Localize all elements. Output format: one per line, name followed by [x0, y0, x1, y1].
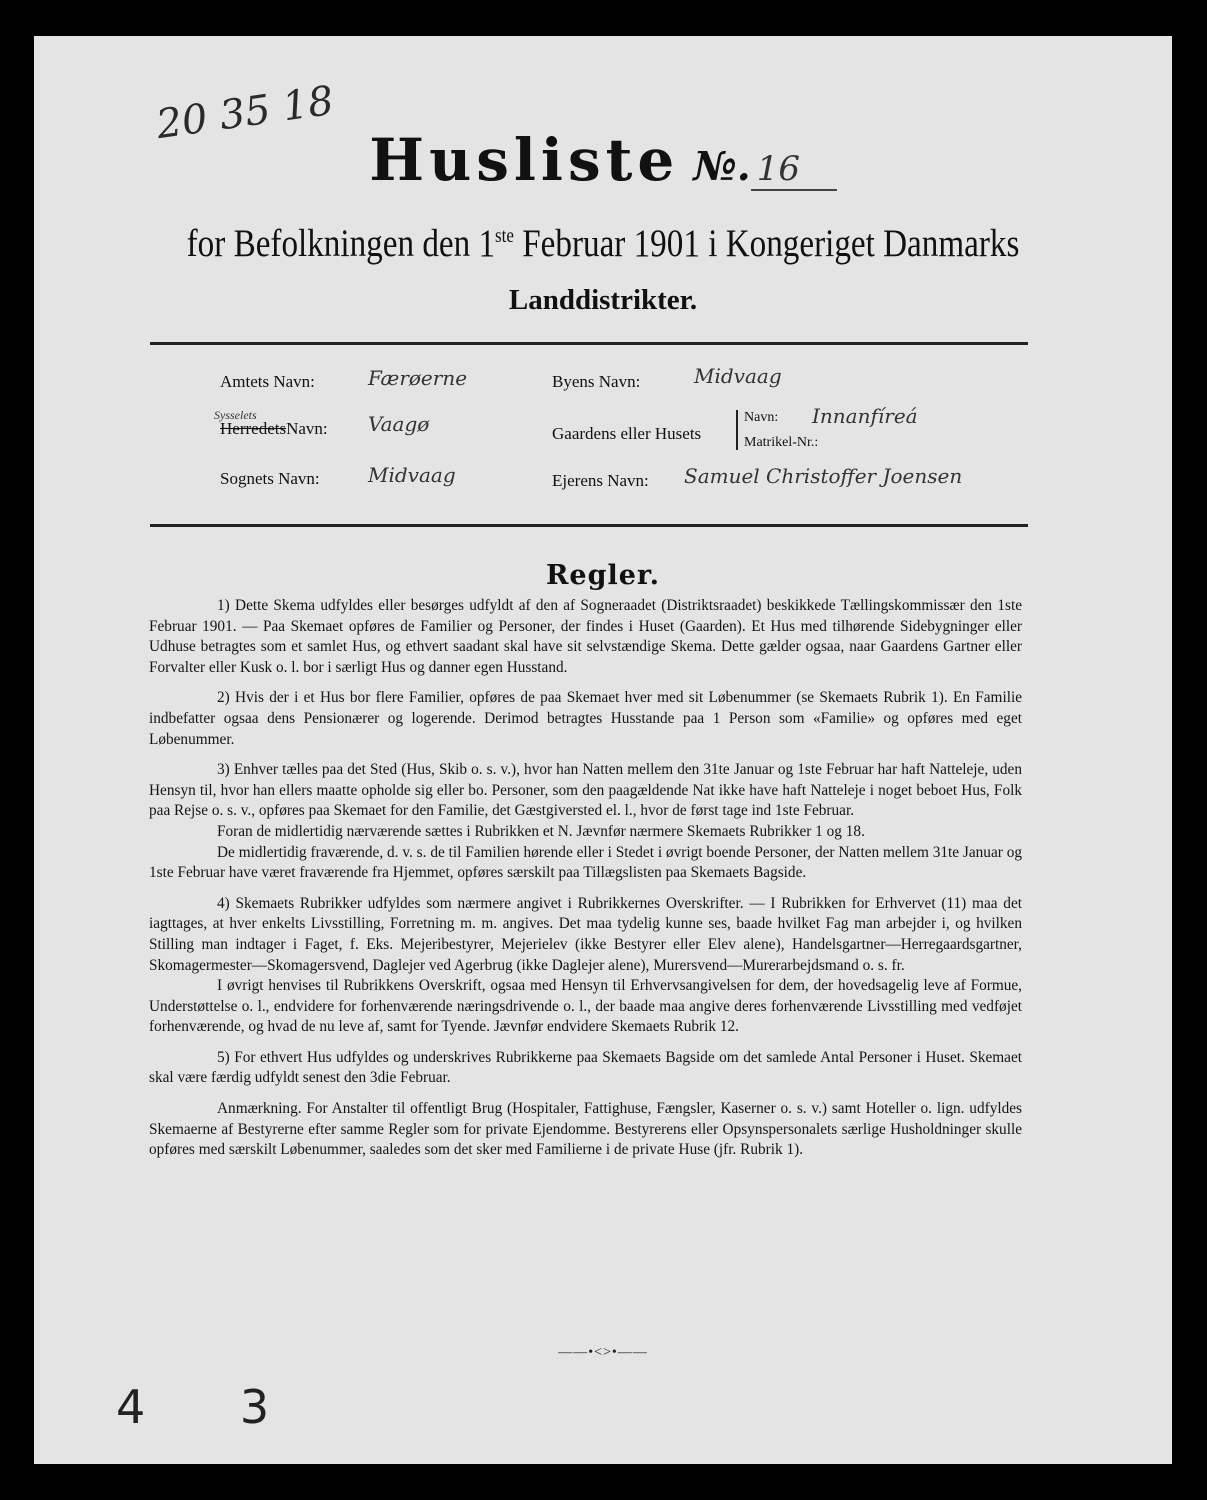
rule-paragraph: I øvrigt henvises til Rubrikkens Overskrift, ogsaa med Hensyn til Erhvervsangivelsen for dem, der hovedsagelig leve af Formue, Understøttelse o. l., endvidere for forhenværende næringsdrivende o. l., der baade maa angive deres forhenværende Livsstilling med vedføjet forhenværende, og hvad de nu leve af, samt for Tyende. Jævnfør endvidere Skemaets Rubrik 12. [149, 977, 1022, 1036]
rule-paragraph: 3) Enhver tælles paa det Sted (Hus, Skib o. s. v.), hvor han Natten mellem den 31te Januar og 1ste Februar har haft Natteleje, uden Hensyn til, hvor han ellers maatte opholde sig eller bo. Personer, som den paagældende Nat ikke have haft Natteleje i noget beboet Hus, Folk paa Rejse o. s. v., opføres paa Skemaet for den Familie, det Gæstgiversted el. l., hvor de først tage ind 1ste Februar. [149, 761, 1022, 820]
amt-label: Amtets Navn: [220, 372, 315, 391]
title-main: Husliste [369, 126, 680, 194]
census-form-sheet [34, 36, 1172, 1464]
ejer-value: Samuel Christoffer Joensen [684, 464, 963, 488]
rule-paragraph: 1) Dette Skema udfyldes eller besørges udfyldt af den af Sogneraadet (Distriktsraadet) beskikkede Tællingskommissær den 1ste Februar 1901. — Paa Skemaet opføres de Familier og Personer, der findes i Huset (Gaarden). Et Hus med tilhørende Sidebygninger eller Udhuse betragtes som et samlet Hus, og ethvert saadant skal have sit selvstændige Skema. Dette gælder ogsaa, naar Gaardens Gartner eller Forvalter eller Kusk o. l. bor i særligt Hus og danner egen Husstand. [149, 597, 1022, 676]
rule-paragraph: De midlertidig fraværende, d. v. s. de til Familien hørende eller i Stedet i øvrigt boende Personer, der Natten mellem 31te Januar og 1ste Februar have været fraværende fra Hjemmet, opføres særskilt paa Tillægslisten paa Skemaets Bagside. [149, 843, 1022, 882]
top-divider [150, 342, 1028, 345]
gaard-navn-label: Navn: [744, 410, 779, 425]
handwritten-archive-numbers: 20 35 18 [153, 77, 337, 149]
byens-label: Byens Navn: [552, 372, 641, 391]
gaard-matrikel-label: Matrikel-Nr.: [744, 435, 819, 450]
rule-paragraph: 5) For ethvert Hus udfyldes og underskrives Rubrikkerne paa Skemaets Bagside om det samlede Antal Personer i Huset. Skemaet skal være færdig udfyldt senest den 3die Februar. [149, 1048, 1022, 1087]
herred-small-correction: Sysselets [214, 408, 257, 422]
herred-value: Vaagø [368, 412, 430, 436]
number-value: 16 [751, 149, 837, 191]
form-title [34, 126, 1172, 194]
sogn-label: Sognets Navn: [220, 469, 320, 488]
ornament-divider: ——•<>•—— [558, 1345, 648, 1360]
herred-label [220, 419, 328, 439]
rules-heading: Regler. [545, 560, 661, 591]
form-subtitle [119, 221, 1086, 266]
subtitle-after: Februar 1901 i Kongeriget Danmarks [513, 222, 1020, 265]
handwritten-corner-marks: 4 3 [116, 1380, 310, 1434]
amt-value: Færøerne [368, 366, 468, 390]
gaard-label: Gaardens eller Husets [552, 424, 702, 443]
ejer-label: Ejerens Navn: [552, 471, 649, 490]
rule-paragraph: 2) Hvis der i et Hus bor flere Familier, opføres de paa Skemaet hver med sit Løbenummer (se Skemaets Rubrik 1). En Familie indbefatter ogsaa dens Pensionærer og logerende. Derimod betragtes Husstande paa 1 Person som «Familie» og opføres med eget Løbenummer. [149, 689, 1022, 748]
bottom-divider [150, 524, 1028, 527]
district-heading: Landdistrikter. [508, 284, 698, 316]
subtitle-sup: ste [495, 225, 514, 247]
rules-body [149, 596, 1022, 1171]
rule-annotation: Anmærkning. For Anstalter til offentligt Brug (Hospitaler, Fattighuse, Fængsler, Kaserner o. s. v.) samt Hoteller o. lign. udfyldes Skemaerne af Bestyrerne efter samme Regler som for private Ejendomme. Bestyrerens eller Opsynspersonalets særlige Husholdninger skulle opføres med særskilt Løbenummer, saaledes som det sker med Familierne i de private Huse (jfr. Rubrik 1). [149, 1100, 1022, 1159]
subtitle-before: for Befolkningen den 1 [186, 222, 496, 265]
gaard-navn-value: Innanfíreá [812, 404, 918, 428]
rule-paragraph: Foran de midlertidig nærværende sættes i Rubrikken et N. Jævnfør nærmere Skemaets Rubrikker 1 og 18. [217, 822, 865, 840]
gaard-bracket [736, 410, 738, 450]
number-label: №. [693, 143, 751, 190]
sogn-value: Midvaag [368, 463, 456, 487]
herred-label-struck: Herredets [220, 419, 287, 438]
byens-value: Midvaag [694, 364, 782, 388]
herred-label-rest: Navn: [286, 419, 328, 438]
rule-paragraph: 4) Skemaets Rubrikker udfyldes som nærmere angivet i Rubrikkernes Overskrifter. — I Rubrikken for Erhvervet (11) maa det iagttages, at hver enkelts Livsstilling, Forretning m. m. angives. Det maa tydelig kunne ses, baade hvilket Fag man arbejder i, og hvilken Stilling man indtager i Faget, f. Eks. Mejeribestyrer, Mejerielev (ikke Bestyrer eller Elev alene), Handelsgartner—Herregaardsgartner, Skomagermester—Skomagersvend, Daglejer ved Agerbrug (ikke Daglejer alene), Murersvend—Murerarbejdsmand o. s. fr. [149, 894, 1022, 974]
